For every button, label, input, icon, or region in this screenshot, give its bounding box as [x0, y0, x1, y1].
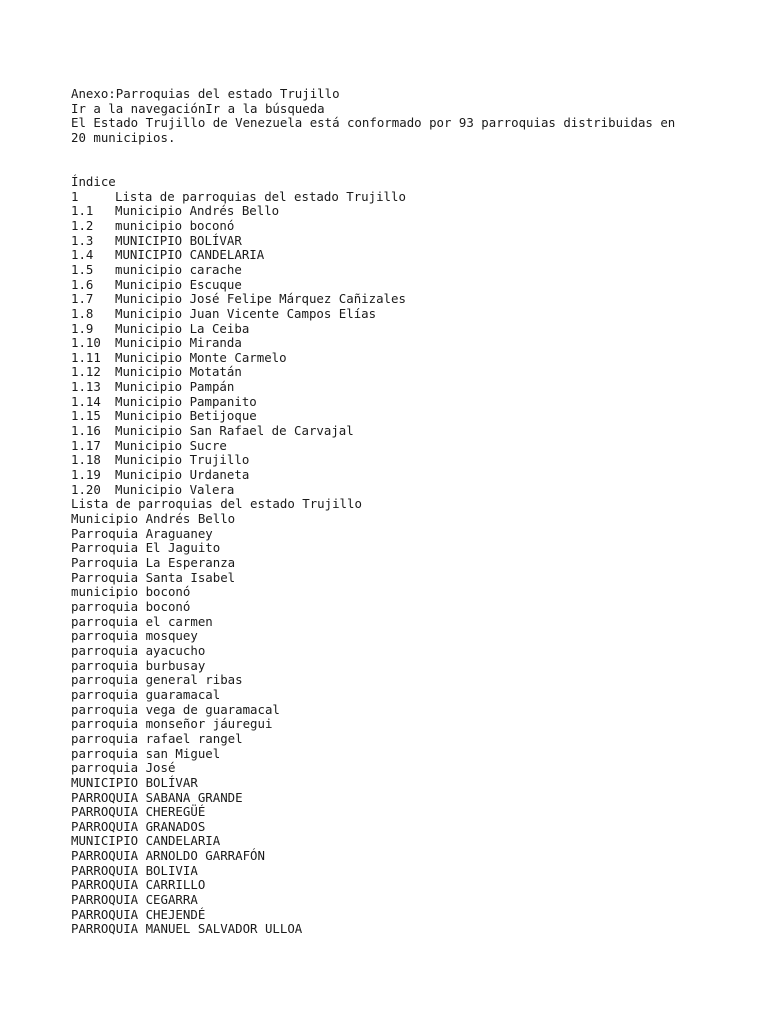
list-item: PARROQUIA CARRILLO: [71, 877, 206, 893]
list-item: PARROQUIA SABANA GRANDE: [71, 789, 243, 805]
toc-item-number: 1.1: [71, 203, 94, 219]
toc-item[interactable]: [71, 307, 711, 322]
list-item: parroquia san Miguel: [71, 745, 221, 761]
list-item: parroquia monseñor jáuregui: [71, 716, 273, 732]
toc-item-number: 1.4: [71, 247, 94, 263]
page-title: Anexo:Parroquias del estado Trujillo: [71, 86, 340, 101]
toc-item-label: municipio carache: [115, 261, 242, 277]
toc-item-number: 1.12: [71, 364, 101, 380]
toc-item-label: Municipio Pampán: [115, 379, 235, 395]
toc-item-number: 1: [71, 188, 79, 204]
parish-list: [71, 512, 711, 937]
list-item: PARROQUIA MANUEL SALVADOR ULLOA: [71, 921, 303, 937]
list-item: Parroquia Araguaney: [71, 525, 213, 541]
list-item: Parroquia El Jaguito: [71, 540, 221, 556]
list-item: PARROQUIA ARNOLDO GARRAFÓN: [71, 848, 265, 864]
list-item: PARROQUIA GRANADOS: [71, 818, 206, 834]
toc-item-number: 1.11: [71, 349, 101, 365]
toc-item-number: 1.5: [71, 261, 94, 277]
list-item: MUNICIPIO BOLÍVAR: [71, 774, 198, 790]
toc-item-number: 1.7: [71, 291, 94, 307]
toc-item[interactable]: [71, 322, 711, 337]
spacer: [71, 160, 711, 175]
document-page: [71, 87, 711, 937]
toc-item-number: 1.13: [71, 379, 101, 395]
toc-item[interactable]: [71, 351, 711, 366]
toc-heading: Índice: [71, 173, 116, 189]
nav-links-text[interactable]: Ir a la navegaciónIr a la búsqueda: [71, 100, 325, 116]
list-item: Parroquia La Esperanza: [71, 555, 236, 570]
list-item: parroquia mosquey: [71, 628, 198, 644]
toc-item-label: Municipio Escuque: [115, 276, 242, 292]
toc-item-label: Municipio Miranda: [115, 335, 242, 351]
toc-item-label: Municipio Sucre: [115, 437, 227, 453]
toc-item-number: 1.10: [71, 335, 101, 351]
toc-item-label: MUNICIPIO BOLÍVAR: [115, 232, 242, 248]
toc-item-label: Municipio Betijoque: [115, 408, 257, 424]
list-item: parroquia guaramacal: [71, 686, 221, 702]
list-item: municipio boconó: [71, 584, 191, 600]
list-heading: Lista de parroquias del estado Trujillo: [71, 496, 362, 512]
toc-item[interactable]: [71, 292, 711, 307]
list-item: PARROQUIA CEGARRA: [71, 892, 198, 908]
toc-item-number: 1.3: [71, 232, 94, 248]
list-item: MUNICIPIO CANDELARIA: [71, 833, 221, 849]
toc-item-label: Municipio Monte Carmelo: [115, 349, 287, 365]
toc-item-label: Municipio San Rafael de Carvajal: [115, 423, 354, 439]
intro-paragraph: El Estado Trujillo de Venezuela está conformado por 93 parroquias distribuidas en 20 municipios.: [71, 115, 676, 145]
toc-item-label: Municipio Juan Vicente Campos Elías: [115, 305, 377, 321]
list-item: parroquia el carmen: [71, 613, 213, 629]
toc-item-number: 1.15: [71, 408, 101, 424]
toc-item-number: 1.8: [71, 305, 94, 321]
toc-item-label: MUNICIPIO CANDELARIA: [115, 247, 265, 263]
toc-item[interactable]: [71, 409, 711, 424]
toc-item[interactable]: [71, 424, 711, 439]
toc-item[interactable]: [71, 395, 711, 410]
toc-item[interactable]: [71, 453, 711, 468]
toc-item-number: 1.18: [71, 452, 101, 468]
toc-item[interactable]: [71, 234, 711, 249]
toc-item-label: Municipio La Ceiba: [115, 320, 250, 336]
toc-item[interactable]: [71, 219, 711, 234]
toc-item-label: Municipio Pampanito: [115, 393, 257, 409]
toc-item-label: Municipio Valera: [115, 481, 235, 497]
toc-item-label: Lista de parroquias del estado Trujillo: [115, 188, 406, 204]
list-item: Parroquia Santa Isabel: [71, 569, 236, 585]
toc-item[interactable]: [71, 483, 711, 498]
toc-item-label: Municipio Andrés Bello: [115, 203, 280, 219]
list-item: parroquia ayacucho: [71, 642, 206, 658]
toc-item-label: Municipio Urdaneta: [115, 467, 250, 483]
list-item: parroquia José: [71, 760, 176, 776]
list-item: parroquia general ribas: [71, 672, 243, 688]
list-item: parroquia boconó: [71, 598, 191, 614]
toc-item[interactable]: [71, 204, 711, 219]
list-item: parroquia vega de guaramacal: [71, 701, 280, 717]
toc-item-label: Municipio Motatán: [115, 364, 242, 380]
toc-item-label: municipio boconó: [115, 217, 235, 233]
toc-item-number: 1.2: [71, 217, 94, 233]
toc-item[interactable]: [71, 380, 711, 395]
toc-item[interactable]: [71, 190, 711, 205]
list-item: PARROQUIA CHEJENDÉ: [71, 906, 206, 922]
toc-item[interactable]: [71, 439, 711, 454]
toc-item[interactable]: [71, 468, 711, 483]
toc-item[interactable]: [71, 336, 711, 351]
toc-item-number: 1.20: [71, 481, 101, 497]
toc-item-number: 1.19: [71, 467, 101, 483]
toc-item-label: Municipio Trujillo: [115, 452, 250, 468]
list-item: Municipio Andrés Bello: [71, 511, 236, 527]
toc-item[interactable]: [71, 278, 711, 293]
toc-item-label: Municipio José Felipe Márquez Cañizales: [115, 291, 406, 307]
toc-item-number: 1.16: [71, 423, 101, 439]
toc-item-number: 1.17: [71, 437, 101, 453]
list-item: parroquia rafael rangel: [71, 730, 243, 746]
toc-item[interactable]: [71, 248, 711, 263]
list-item: parroquia burbusay: [71, 657, 206, 673]
toc-item-number: 1.9: [71, 320, 94, 336]
list-item: PARROQUIA CHEREGÜÉ: [71, 804, 206, 820]
table-of-contents: [71, 190, 711, 498]
toc-item-number: 1.14: [71, 393, 101, 409]
toc-item[interactable]: [71, 365, 711, 380]
list-item: PARROQUIA BOLIVIA: [71, 862, 198, 878]
toc-item-number: 1.6: [71, 276, 94, 292]
spacer: [71, 146, 711, 161]
toc-item[interactable]: [71, 263, 711, 278]
